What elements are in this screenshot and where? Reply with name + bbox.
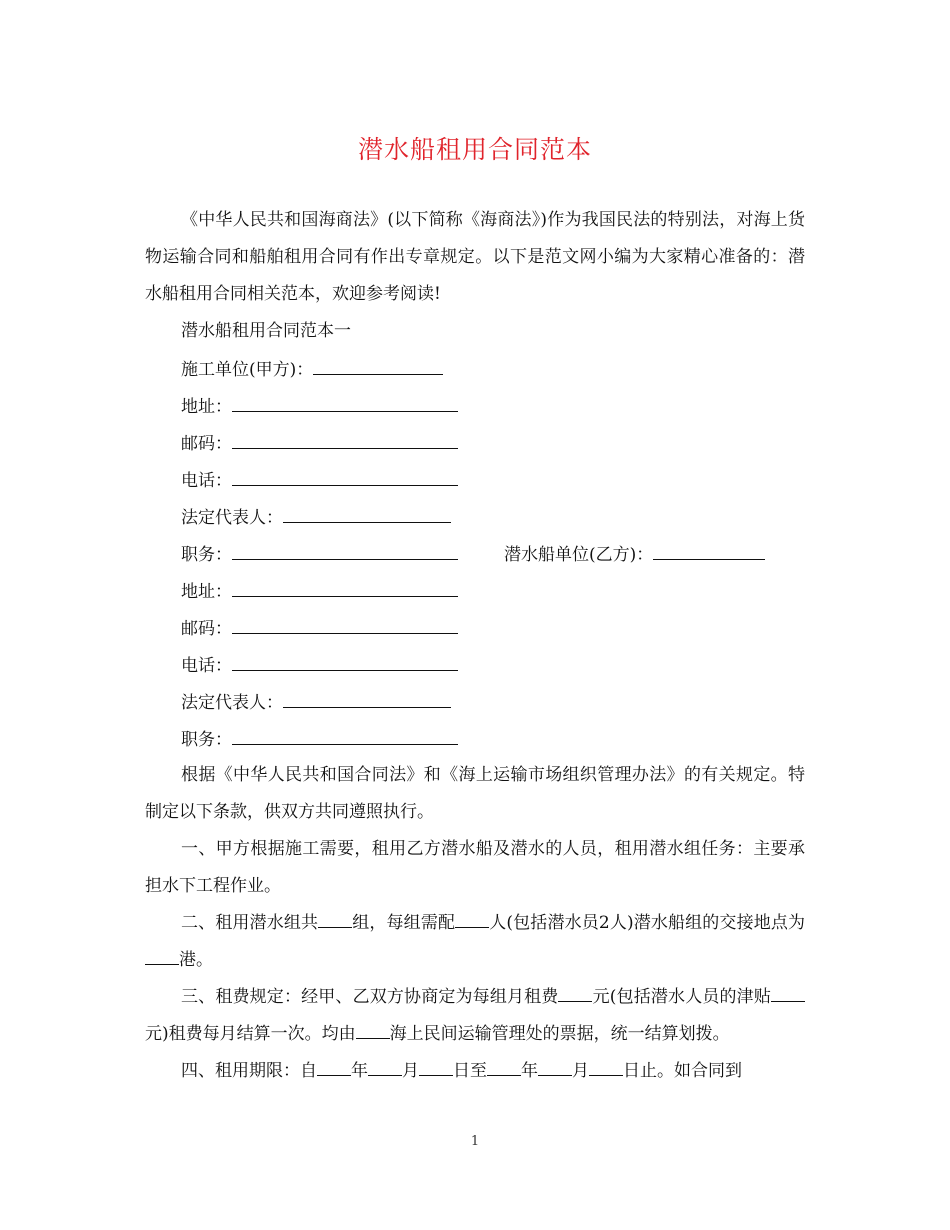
start-day-blank[interactable]: [419, 1055, 453, 1076]
start-year-blank[interactable]: [317, 1055, 351, 1076]
monthly-fee-blank[interactable]: [558, 981, 592, 1002]
party-b-postcode-line: [145, 609, 805, 646]
party-b-unit-label: 潜水船单位(乙方)：: [504, 545, 654, 565]
payer-blank[interactable]: [356, 1018, 390, 1039]
clause-4: [145, 1053, 805, 1090]
party-a-legal-rep-line: [145, 498, 805, 535]
sample-heading: 潜水船租用合同范本一: [181, 321, 351, 341]
party-b-position-line: [145, 720, 805, 757]
clause-3: [145, 979, 805, 1053]
clause-2-text: 二、租用潜水组共: [181, 913, 319, 933]
party-b-postcode-label: 邮码：: [181, 619, 232, 639]
allowance-blank[interactable]: [771, 981, 805, 1002]
clause-3-text: 元)租费每月结算一次。均由: [145, 1024, 356, 1044]
party-a-address-label: 地址：: [181, 397, 232, 417]
clause-1: 一、甲方根据施工需要，租用乙方潜水船及潜水的人员，租用潜水组任务：主要承担水下工程作业。: [145, 839, 805, 896]
clause-4-text: 月: [402, 1061, 419, 1081]
clause-2-text: 港。: [179, 950, 213, 970]
party-b-postcode-field[interactable]: [232, 609, 458, 634]
party-a-position-line: [145, 535, 805, 572]
group-count-blank[interactable]: [318, 907, 352, 928]
end-month-blank[interactable]: [538, 1055, 572, 1076]
party-a-unit-line: [145, 350, 805, 387]
party-b-phone-line: [145, 646, 805, 683]
party-b-position-label: 职务：: [181, 730, 232, 750]
party-a-postcode-label: 邮码：: [181, 434, 232, 454]
party-b-phone-field[interactable]: [232, 646, 458, 671]
party-a-legal-rep-field[interactable]: [283, 498, 451, 523]
party-a-phone-line: [145, 461, 805, 498]
party-b-address-label: 地址：: [181, 582, 232, 602]
clause-4-text: 日止。如合同到: [623, 1061, 742, 1081]
clause-4-text: 月: [572, 1061, 589, 1081]
party-a-legal-rep-label: 法定代表人：: [181, 508, 283, 528]
end-year-blank[interactable]: [487, 1055, 521, 1076]
party-a-address-field[interactable]: [232, 387, 458, 412]
handover-port-blank[interactable]: [145, 944, 179, 965]
clause-4-text: 日至: [453, 1061, 487, 1081]
party-a-position-label: 职务：: [181, 545, 232, 565]
party-b-position-field[interactable]: [232, 720, 458, 745]
party-a-postcode-field[interactable]: [232, 424, 458, 449]
party-a-phone-label: 电话：: [181, 471, 232, 491]
clause-4-text: 四、租用期限：自: [181, 1061, 317, 1081]
party-b-unit-field[interactable]: [653, 535, 765, 560]
party-b-legal-rep-line: [145, 683, 805, 720]
basis-paragraph: 根据《中华人民共和国合同法》和《海上运输市场组织管理办法》的有关规定。特制定以下条款，供双方共同遵照执行。: [145, 765, 805, 822]
clause-4-text: 年: [521, 1061, 538, 1081]
party-a-unit-field[interactable]: [313, 350, 443, 375]
intro-paragraph: 《中华人民共和国海商法》(以下简称《海商法》)作为我国民法的特别法，对海上货物运输合同和船舶租用合同有作出专章规定。以下是范文网小编为大家精心准备的：潜水船租用合同相关范本，欢迎参考阅读!: [145, 210, 805, 304]
party-b-legal-rep-field[interactable]: [283, 683, 451, 708]
document-title: 潜水船租用合同范本: [357, 135, 592, 164]
start-month-blank[interactable]: [368, 1055, 402, 1076]
party-b-phone-label: 电话：: [181, 656, 232, 676]
party-b-unit: [504, 535, 765, 574]
party-b-address-field[interactable]: [232, 572, 458, 597]
clause-3-text: 海上民间运输管理处的票据，统一结算划拨。: [389, 1024, 730, 1044]
party-a-postcode-line: [145, 424, 805, 461]
persons-per-group-blank[interactable]: [455, 907, 489, 928]
page-number: 1: [470, 1134, 480, 1149]
party-a-position-field[interactable]: [232, 535, 458, 560]
party-a-address-line: [145, 387, 805, 424]
clause-3-text: 三、租费规定：经甲、乙双方协商定为每组月租费: [181, 987, 559, 1007]
party-a-phone-field[interactable]: [232, 461, 458, 486]
clause-2: [145, 905, 805, 979]
clause-4-text: 年: [351, 1061, 368, 1081]
party-a-unit-label: 施工单位(甲方)：: [181, 360, 314, 380]
party-b-address-line: [145, 572, 805, 609]
clause-2-text: 人(包括潜水员2人)潜水船组的交接地点为: [489, 913, 805, 933]
party-b-legal-rep-label: 法定代表人：: [181, 693, 283, 713]
clause-2-text: 组，每组需配: [352, 913, 456, 933]
clause-3-text: 元(包括潜水人员的津贴: [592, 987, 771, 1007]
end-day-blank[interactable]: [589, 1055, 623, 1076]
document-body: [145, 202, 805, 1090]
